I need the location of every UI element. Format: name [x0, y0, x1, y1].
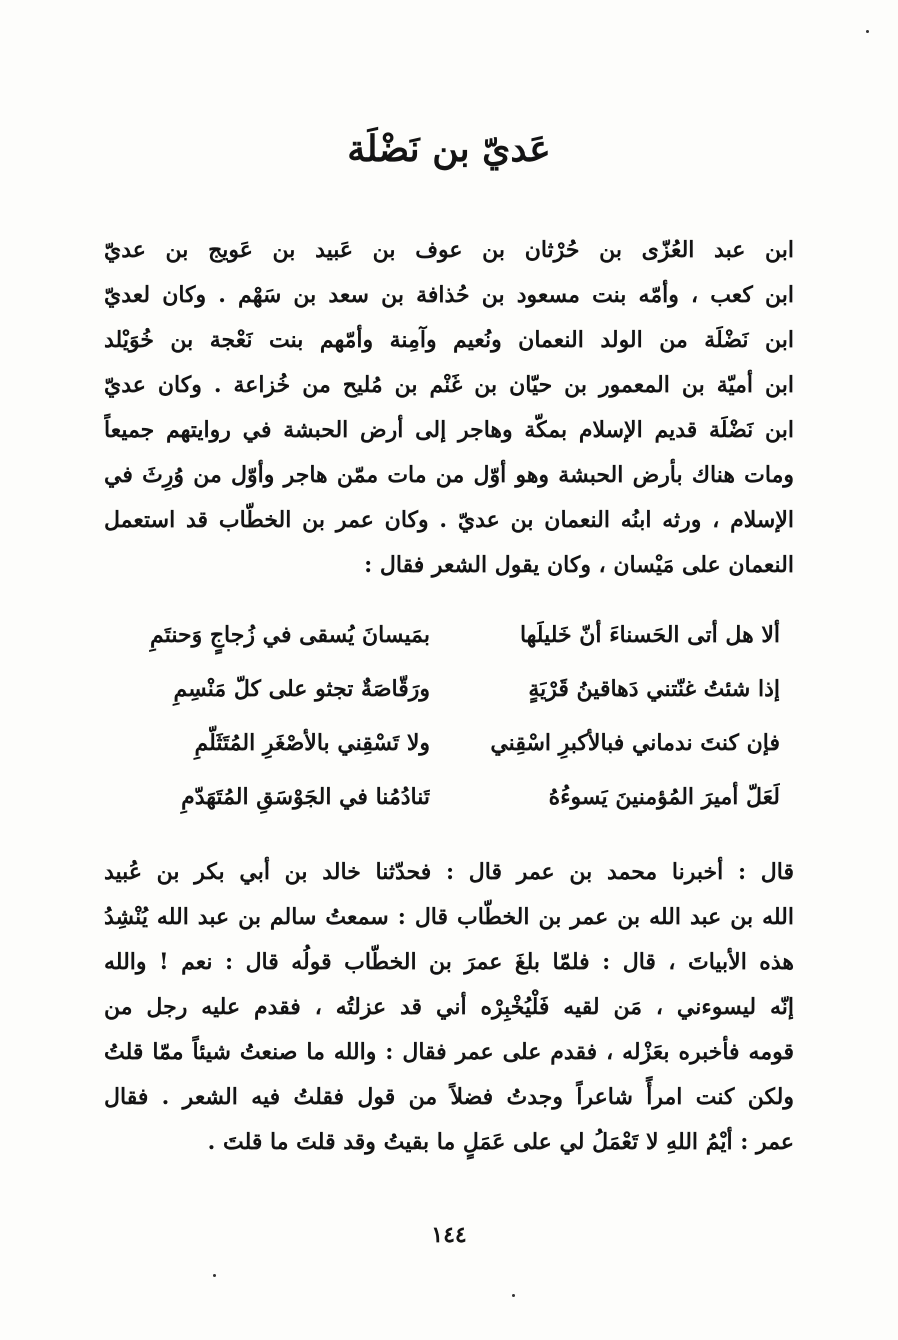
biography-paragraph [104, 228, 794, 588]
text-line: ابن أميّة بن المعمور بن حيّان بن غَنْم بن مُليح من خُزاعة . وكان عديّ [104, 372, 794, 398]
verse-first-hemistich: فإن كنتَ ندماني فبالأكبرِ اسْقِني [490, 730, 780, 756]
poem-verse [110, 716, 780, 770]
text-line: هذه الأبياتَ ، قال : فلمّا بلغَ عمرَ بن الخطّاب قولُه قال : نعم ! والله [104, 949, 794, 975]
text-line: إنّه ليسوءني ، مَن لقيه فَلْيُخْبِرْه أني قد عزلتُه ، فقدم عليه رجل من [104, 994, 794, 1020]
print-speck [512, 1294, 515, 1297]
text-line: ابن نَضْلَة قديم الإسلام بمكّة وهاجر إلى أرض الحبشة في روايتهم جميعاً [104, 417, 794, 443]
text-line: الإسلام ، ورثه ابنُه النعمان بن عديّ . وكان عمر بن الخطّاب قد استعمل [104, 507, 794, 533]
print-speck [866, 30, 869, 33]
page-number: ١٤٤ [431, 1222, 467, 1248]
text-line: النعمان على مَيْسان ، وكان يقول الشعر فقال : [364, 552, 794, 578]
page-title: عَديّ بن نَضْلَة [347, 128, 551, 170]
poem-verse [110, 662, 780, 716]
text-line: قال : أخبرنا محمد بن عمر قال : فحدّثنا خالد بن أبي بكر بن عُبيد [104, 859, 794, 885]
verse-second-hemistich: بمَيسانَ يُسقى في زُجاجٍ وَحنتَمِ [150, 622, 430, 648]
text-line: عمر : أيْمُ اللهِ لا تَعْمَلُ لي على عَمَلٍ ما بقيتُ وقد قلتَ ما قلتَ . [207, 1129, 794, 1155]
verse-second-hemistich: تَنادُمُنا في الجَوْسَقِ المُتَهَدّمِ [181, 784, 430, 810]
poem-verse [110, 608, 780, 662]
poem-verse [110, 770, 780, 824]
text-line: ومات هناك بأرض الحبشة وهو أوّل من مات ممّن هاجر وأوّل من وُرِثَ في [104, 462, 794, 488]
text-line: الله بن عبد الله بن عمر بن الخطّاب قال : سمعتُ سالم بن عبد الله يُنْشِدُ [104, 904, 794, 930]
print-speck [213, 1274, 216, 1277]
text-line: ابن عبد العُزّى بن حُرْثان بن عوف بن عَبيد بن عَويج بن عديّ [104, 237, 794, 263]
poem [110, 608, 780, 824]
text-line: ولكن كنت امرأً شاعراً وجدتُ فضلاً من قول فقلتُ فيه الشعر . فقال [104, 1084, 794, 1110]
narration-paragraph [104, 850, 794, 1165]
verse-second-hemistich: ولا تَسْقِني بالأصْغَرِ المُتَثَلّمِ [194, 730, 430, 756]
verse-first-hemistich: إذا شئتُ غنّتني دَهاقينُ قَرْيَةٍ [528, 676, 780, 702]
verse-second-hemistich: ورَقّاصَةٌ تجثو على كلّ مَنْسِمِ [173, 676, 430, 702]
text-line: قومه فأخبره بعَزْله ، فقدم على عمر فقال : والله ما صنعتُ شيئاً ممّا قلتُ [104, 1039, 794, 1065]
verse-first-hemistich: لَعَلّ أميرَ المُؤمنينَ يَسوءُهُ [548, 784, 780, 810]
verse-first-hemistich: ألا هل أتى الحَسناءَ أنّ خَليلَها [519, 622, 780, 648]
text-line: ابن كعب ، وأمّه بنت مسعود بن حُذافة بن سعد بن سَهْم . وكان لعديّ [104, 282, 794, 308]
text-line: ابن نَضْلَة من الولد النعمان ونُعيم وآمِنة وأمّهم بنت نَعْجة بن خُوَيْلد [104, 327, 794, 353]
